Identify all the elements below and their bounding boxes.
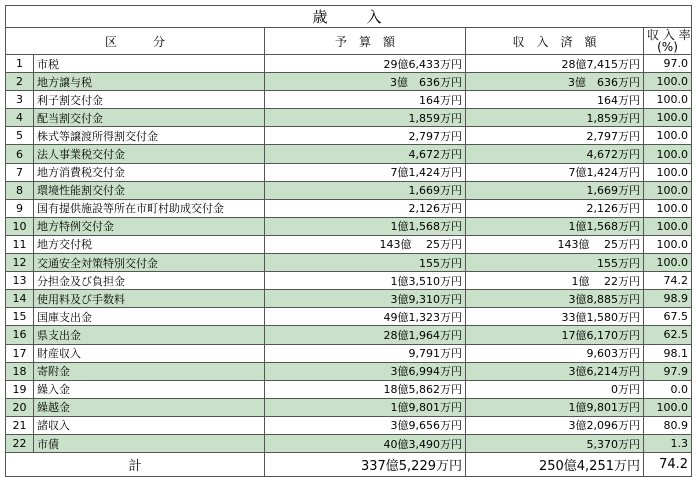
row-category: 分担金及び負担金	[34, 272, 265, 290]
table-row	[6, 217, 692, 235]
row-budget: 7億1,424万円	[265, 163, 466, 181]
total-budget: 337億5,229万円	[265, 453, 466, 477]
row-category: 諸収入	[34, 416, 265, 434]
row-received: 1億1,568万円	[466, 217, 644, 235]
row-category: 市税	[34, 55, 265, 73]
table-row	[6, 308, 692, 326]
revenue-table	[5, 5, 692, 477]
row-number: 19	[6, 380, 34, 398]
row-received: 3億2,096万円	[466, 416, 644, 434]
row-budget: 1,669万円	[265, 181, 466, 199]
table-row	[6, 163, 692, 181]
row-budget: 3億9,310万円	[265, 290, 466, 308]
row-received: 1,859万円	[466, 109, 644, 127]
row-rate: 98.9	[644, 290, 692, 308]
table-row	[6, 344, 692, 362]
row-received: 7億1,424万円	[466, 163, 644, 181]
row-received: 28億7,415万円	[466, 55, 644, 73]
row-rate: 97.9	[644, 362, 692, 380]
row-number: 6	[6, 145, 34, 163]
row-number: 3	[6, 91, 34, 109]
row-number: 14	[6, 290, 34, 308]
row-number: 5	[6, 127, 34, 145]
row-budget: 28億1,964万円	[265, 326, 466, 344]
row-category: 地方消費税交付金	[34, 163, 265, 181]
row-received: 5,370万円	[466, 434, 644, 452]
row-number: 17	[6, 344, 34, 362]
row-rate: 100.0	[644, 91, 692, 109]
row-rate: 98.1	[644, 344, 692, 362]
table-row	[6, 326, 692, 344]
row-category: 市債	[34, 434, 265, 452]
row-received: 1億9,801万円	[466, 398, 644, 416]
row-budget: 40億3,490万円	[265, 434, 466, 452]
table-row	[6, 398, 692, 416]
row-number: 7	[6, 163, 34, 181]
row-received: 3億 636万円	[466, 73, 644, 91]
table-title: 歳 入	[6, 6, 692, 28]
table-row	[6, 434, 692, 452]
row-budget: 3億6,994万円	[265, 362, 466, 380]
total-label: 計	[6, 453, 265, 477]
row-rate: 74.2	[644, 272, 692, 290]
row-category: 寄附金	[34, 362, 265, 380]
table-row	[6, 145, 692, 163]
row-number: 21	[6, 416, 34, 434]
table-row	[6, 73, 692, 91]
row-number: 4	[6, 109, 34, 127]
total-row	[6, 453, 692, 477]
row-budget: 4,672万円	[265, 145, 466, 163]
row-budget: 3億 636万円	[265, 73, 466, 91]
row-rate: 0.0	[644, 380, 692, 398]
row-budget: 1,859万円	[265, 109, 466, 127]
row-category: 財産収入	[34, 344, 265, 362]
row-budget: 164万円	[265, 91, 466, 109]
header-rate-label: 収 入 率	[647, 28, 691, 42]
row-budget: 2,126万円	[265, 199, 466, 217]
row-category: 使用料及び手数料	[34, 290, 265, 308]
table-row	[6, 362, 692, 380]
row-number: 20	[6, 398, 34, 416]
row-number: 9	[6, 199, 34, 217]
total-rate: 74.2	[644, 453, 692, 477]
row-category: 利子割交付金	[34, 91, 265, 109]
table-row	[6, 181, 692, 199]
row-category: 環境性能割交付金	[34, 181, 265, 199]
table-row	[6, 235, 692, 253]
row-number: 22	[6, 434, 34, 452]
table-row	[6, 199, 692, 217]
table-row	[6, 254, 692, 272]
row-received: 2,126万円	[466, 199, 644, 217]
row-rate: 100.0	[644, 109, 692, 127]
row-budget: 1億9,801万円	[265, 398, 466, 416]
row-category: 繰越金	[34, 398, 265, 416]
row-category: 株式等譲渡所得割交付金	[34, 127, 265, 145]
row-received: 1,669万円	[466, 181, 644, 199]
row-rate: 100.0	[644, 398, 692, 416]
row-rate: 100.0	[644, 254, 692, 272]
row-number: 2	[6, 73, 34, 91]
table-row	[6, 380, 692, 398]
row-budget: 29億6,433万円	[265, 55, 466, 73]
table-row	[6, 109, 692, 127]
header-budget: 予 算 額	[265, 28, 466, 55]
row-category: 地方交付税	[34, 235, 265, 253]
row-received: 143億 25万円	[466, 235, 644, 253]
row-rate: 100.0	[644, 235, 692, 253]
row-category: 県支出金	[34, 326, 265, 344]
row-received: 3億8,885万円	[466, 290, 644, 308]
row-category: 繰入金	[34, 380, 265, 398]
row-category: 法人事業税交付金	[34, 145, 265, 163]
total-received: 250億4,251万円	[466, 453, 644, 477]
header-rate-unit: (%)	[657, 40, 678, 54]
table-row	[6, 127, 692, 145]
header-rate	[644, 28, 692, 55]
header-category: 区 分	[6, 28, 265, 55]
row-rate: 100.0	[644, 73, 692, 91]
row-number: 12	[6, 254, 34, 272]
row-budget: 143億 25万円	[265, 235, 466, 253]
row-received: 155万円	[466, 254, 644, 272]
row-received: 9,603万円	[466, 344, 644, 362]
row-rate: 97.0	[644, 55, 692, 73]
row-category: 地方特例交付金	[34, 217, 265, 235]
row-category: 配当割交付金	[34, 109, 265, 127]
table-row	[6, 416, 692, 434]
row-number: 10	[6, 217, 34, 235]
row-rate: 100.0	[644, 199, 692, 217]
table-row	[6, 290, 692, 308]
row-received: 17億6,170万円	[466, 326, 644, 344]
row-budget: 9,791万円	[265, 344, 466, 362]
row-budget: 155万円	[265, 254, 466, 272]
row-received: 3億6,214万円	[466, 362, 644, 380]
row-rate: 80.9	[644, 416, 692, 434]
row-number: 15	[6, 308, 34, 326]
row-number: 1	[6, 55, 34, 73]
row-rate: 100.0	[644, 163, 692, 181]
row-budget: 18億5,862万円	[265, 380, 466, 398]
row-received: 1億 22万円	[466, 272, 644, 290]
row-received: 4,672万円	[466, 145, 644, 163]
row-rate: 67.5	[644, 308, 692, 326]
header-row	[6, 28, 692, 55]
row-rate: 100.0	[644, 145, 692, 163]
row-rate: 100.0	[644, 181, 692, 199]
row-rate: 100.0	[644, 217, 692, 235]
row-budget: 2,797万円	[265, 127, 466, 145]
table-row	[6, 55, 692, 73]
row-number: 13	[6, 272, 34, 290]
title-row	[6, 6, 692, 28]
row-received: 33億1,580万円	[466, 308, 644, 326]
row-number: 11	[6, 235, 34, 253]
row-number: 18	[6, 362, 34, 380]
row-budget: 3億9,656万円	[265, 416, 466, 434]
row-received: 0万円	[466, 380, 644, 398]
row-rate: 1.3	[644, 434, 692, 452]
row-category: 地方譲与税	[34, 73, 265, 91]
row-number: 8	[6, 181, 34, 199]
row-category: 交通安全対策特別交付金	[34, 254, 265, 272]
table-row	[6, 91, 692, 109]
row-category: 国有提供施設等所在市町村助成交付金	[34, 199, 265, 217]
row-received: 2,797万円	[466, 127, 644, 145]
row-received: 164万円	[466, 91, 644, 109]
row-budget: 49億1,323万円	[265, 308, 466, 326]
row-budget: 1億1,568万円	[265, 217, 466, 235]
row-number: 16	[6, 326, 34, 344]
header-received: 収 入 済 額	[466, 28, 644, 55]
row-budget: 1億3,510万円	[265, 272, 466, 290]
row-category: 国庫支出金	[34, 308, 265, 326]
row-rate: 62.5	[644, 326, 692, 344]
row-rate: 100.0	[644, 127, 692, 145]
table-row	[6, 272, 692, 290]
